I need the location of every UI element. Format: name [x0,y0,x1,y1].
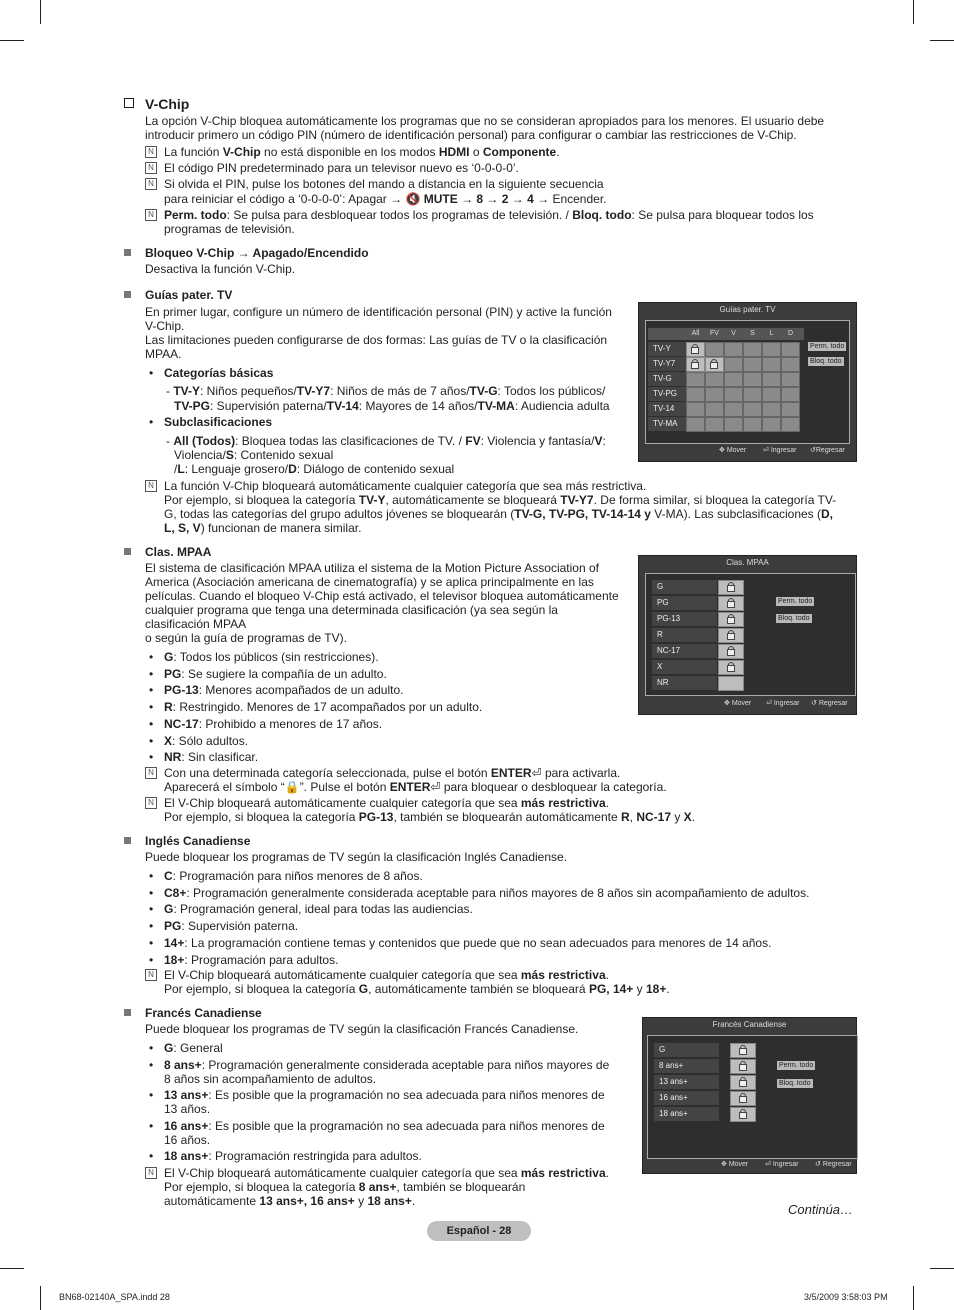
tv-row-label[interactable]: TV-Y7 [648,357,686,371]
panel-inner [645,573,856,696]
tv-grid-cell[interactable] [743,342,762,357]
tv-grid-cell[interactable] [705,372,724,387]
sub-line: /L: Lenguaje grosero/D: Diálogo de contenido sexual [174,462,455,476]
tv-grid-cell[interactable] [743,417,762,432]
mpaa-note: El V-Chip bloqueará automáticamente cualquier categoría que sea más restrictiva. [164,796,609,810]
tv-grid-cell[interactable] [781,372,800,387]
rating-row-label[interactable]: 8 ans+ [654,1059,719,1073]
print-info-right: 3/5/2009 3:58:03 PM [804,1292,888,1302]
tv-grid-cell[interactable] [762,372,781,387]
tv-grid-cell[interactable] [743,387,762,402]
tv-grid-cell[interactable] [781,357,800,372]
lock-icon: 🔒 [284,780,300,794]
mpaa-text: America (Asociación americana de cinematografía) y se aplica principalmente en las [145,575,594,589]
tv-grid-cell[interactable] [705,387,724,402]
bullet-square [124,548,131,555]
move-hint: ✥ Mover [721,1161,749,1168]
tv-row-label[interactable]: TV-MA [648,417,686,431]
lock-icon-body [739,1096,747,1103]
tv-row-label[interactable]: TV-14 [648,402,686,416]
mpaa-text: clasificación MPAA [145,617,247,631]
move-icon: ✥ [724,700,732,707]
rating-row-label[interactable]: 16 ans+ [654,1091,719,1105]
note-default-pin: El código PIN predeterminado para un televisor nuevo es ‘0-0-0-0’. [164,161,519,175]
rating-row-label[interactable]: 18 ans+ [654,1107,719,1121]
lock-icon-body [710,362,718,369]
cat-line: - TV-Y: Niños pequeños/TV-Y7: Niños de más de 7 años/TV-G: Todos los públicos/ [166,384,606,398]
enter-icon: ⏎ [766,700,774,707]
ingles-note: El V-Chip bloqueará automáticamente cualquier categoría que sea más restrictiva. [164,968,609,982]
frances-item: 18 ans+: Programación restringida para adultos. [164,1149,422,1163]
list-item: C8+: Programación generalmente considerada aceptable para niños mayores de 8 años sin acompañamiento de adultos. [164,885,810,900]
cat-heading: Categorías básicas [164,366,274,380]
list-item: R: Restringido. Menores de 17 acompañados por un adulto. [164,700,483,715]
mpaa-note: Por ejemplo, si bloquea la categoría PG-13, también se bloquearán automáticamente R, NC-17 y X. [164,810,696,824]
tv-guides-panel [638,302,857,462]
note-icon: N [145,969,157,981]
enter-hint: ⏎ Ingresar [763,447,797,454]
note-forgot-pin-sequence: para reiniciar el código a ‘0-0-0-0’: Apagar → 🔇 MUTE → 8 → 2 → 4 → Encender. [164,192,607,206]
move-hint: ✥ Mover [719,447,747,454]
mpaa-text: El sistema de clasificación MPAA utiliza el sistema de la Motion Picture Association of [145,561,599,575]
tv-row-label[interactable]: TV-G [648,372,686,386]
note-vchip-modes: La función V-Chip no está disponible en los modos HDMI o Componente. [164,145,560,159]
lock-icon-body [739,1112,747,1119]
crop-mark [913,0,914,24]
col-v: V [731,330,736,337]
list-item: PG: Supervisión paterna. [164,919,299,934]
tv-grid-cell[interactable] [781,417,800,432]
bullet-dot: • [149,415,154,429]
ingles-note: Por ejemplo, si bloquea la categoría G, automáticamente también se bloqueará PG, 14+ y 18+. [164,982,670,996]
tv-grid-cell[interactable] [705,342,724,357]
list-item: 18+: Programación para adultos. [164,952,339,967]
mpaa-heading: Clas. MPAA [145,545,212,559]
bullet-square [124,291,131,298]
bullet-dot: • [149,666,154,681]
tv-grid-cell[interactable] [686,417,705,432]
intro-line: La opción V-Chip bloquea automáticamente los programas que no se consideran apropiados para los menores. El usuario debe [145,114,825,128]
lock-icon-body [727,649,735,656]
frances-item: 16 años. [164,1133,211,1147]
frances-text: Puede bloquear los programas de TV según la clasificación Francés Canadiense. [145,1022,579,1036]
return-icon: ↺ [811,700,819,707]
return-icon: ↺ [810,447,816,454]
enter-hint: ⏎ Ingresar [765,1161,799,1168]
list-item: NR: Sin clasificar. [164,750,259,765]
sub-line: - All (Todos): Bloquea todas las clasificaciones de TV. / FV: Violencia y fantasía/V: [166,434,606,448]
move-icon: ✥ [721,1161,729,1168]
bullet-dot: • [149,869,154,883]
bloqueo-text: Desactiva la función V-Chip. [145,262,296,276]
tv-grid-cell[interactable] [781,387,800,402]
tv-grid-cell[interactable] [762,402,781,417]
lock-icon-body [727,601,735,608]
bullet-dot: • [149,700,154,715]
panel-title: Clas. MPAA [726,558,769,567]
tv-row-label[interactable]: TV-Y [648,342,686,356]
list-item: X: Sólo adultos. [164,733,249,748]
rating-row-label[interactable]: X [652,660,717,674]
bullet-dot: • [149,750,154,765]
bullet-dot: • [149,885,154,900]
list-item: G: Todos los públicos (sin restricciones). [164,650,379,664]
note-perm-bloq: Perm. todo: Se pulsa para desbloquear todos los programas de televisión. / Bloq. todo: Se pulsa para bloquear todos los [164,208,814,222]
lock-icon-body [727,665,735,672]
return-hint: ↺ Regresar [815,1161,852,1168]
guias-note: G, todas las categorías del grupo adultos jóvenes se bloquearán (TV-G, TV-PG, TV-14-14 y V-MA). Las subclasificaciones (D, [164,507,834,521]
tv-grid-cell[interactable] [762,417,781,432]
enter-hint: ⏎ Ingresar [766,700,800,707]
bullet-dot: • [149,1058,154,1072]
continua-label: Continúa… [788,1202,854,1217]
tv-grid-cell[interactable] [781,342,800,357]
tv-grid-cell[interactable] [724,402,743,417]
guias-text: MPAA. [145,347,182,361]
perm-todo-button[interactable]: Perm. todo [810,343,845,350]
list-item: C: Programación para niños menores de 8 años. [164,869,423,883]
note-icon: N [145,797,157,809]
rating-row-label[interactable]: PG-13 [652,612,717,626]
bloq-todo-button[interactable]: Bloq. todo [779,1080,811,1087]
frances-heading: Francés Canadiense [145,1006,262,1020]
frances-note: Por ejemplo, si bloquea la categoría 8 ans+, también se bloquearán [164,1180,526,1194]
note-icon: N [145,209,157,221]
guias-note: L, S, V) funcionan de manera similar. [164,521,362,535]
guias-note: Por ejemplo, si bloquea la categoría TV-Y, automáticamente se bloqueará TV-Y7. De forma similar, si bloquea la categoría TV- [164,493,837,507]
enter-icon: ⏎ [430,780,441,794]
perm-todo-button[interactable]: Perm. todo [778,598,813,605]
frances-item: 16 ans+: Es posible que la programación no sea adecuada para niños menores de [164,1119,605,1133]
panel-title: Francés Canadiense [712,1020,787,1029]
bullet-dot: • [149,733,154,748]
rating-lock-cell[interactable] [718,676,744,691]
rating-row-label[interactable]: NC-17 [652,644,717,658]
crop-mark [930,40,954,41]
bullet-dot: • [149,1149,154,1163]
cat-line: TV-PG: Supervisión paterna/TV-14: Mayores de 14 años/TV-MA: Audiencia adulta [174,399,610,413]
bullet-dot: • [149,902,154,917]
frances-note: El V-Chip bloqueará automáticamente cualquier categoría que sea más restrictiva. [164,1166,609,1180]
col-d: D [787,330,794,337]
tv-grid-cell[interactable] [743,357,762,372]
return-hint: ↺Regresar [810,447,845,454]
frances-note: automáticamente 13 ans+, 16 ans+ y 18 ans+. [164,1194,416,1208]
bullet-dot: • [149,650,154,664]
tv-grid-cell[interactable] [762,357,781,372]
section-title: V-Chip [145,96,190,112]
mpaa-text: o según la guía de programas de TV). [145,631,347,645]
guias-note: La función V-Chip bloqueará automáticamente cualquier categoría que sea más restrictiva. [164,479,647,493]
guias-heading: Guías pater. TV [145,288,233,302]
tv-grid-cell[interactable] [686,372,705,387]
crop-mark [913,1286,914,1310]
bullet-square [124,249,131,256]
bullet-dot: • [149,952,154,967]
ingles-text: Puede bloquear los programas de TV según la clasificación Inglés Canadiense. [145,850,568,864]
list-item: 14+: La programación contiene temas y contenidos que puede que no sean adecuados para menores de 14 años. [164,935,772,950]
tv-grid-cell[interactable] [724,372,743,387]
rating-row-label[interactable]: PG [652,596,717,610]
tv-grid-cell[interactable] [762,387,781,402]
rating-row-label[interactable]: R [652,628,717,642]
list-item: PG-13: Menores acompañados de un adulto. [164,683,404,698]
perm-todo-button[interactable]: Perm. todo [779,1062,814,1069]
frances-item: 8 ans+: Programación generalmente considerada aceptable para niños mayores de [164,1058,610,1072]
note-icon: N [145,767,157,779]
guias-text: V-Chip. [145,319,185,333]
list-item: G: Programación general, ideal para todas las audiencias. [164,902,473,917]
rating-row-label[interactable]: G [652,580,717,594]
lock-icon-body [727,585,735,592]
print-info-left: BN68-02140A_SPA.indd 28 [59,1292,170,1302]
mpaa-text: películas. Cuando el bloqueo V-Chip está activado, el televisor bloquea automáticamente [145,589,619,603]
crop-mark [930,1268,954,1269]
enter-icon: ⏎ [763,447,771,454]
list-item: NC-17: Prohibido a menores de 17 años. [164,716,383,731]
lock-icon-body [727,617,735,624]
tv-grid-cell[interactable] [724,357,743,372]
enter-icon: ⏎ [531,766,542,780]
lock-icon-body [691,362,699,369]
col-l: L [769,330,774,337]
bullet-dot: • [149,716,154,731]
frances-item: 8 años sin acompañamiento de adultos. [164,1072,377,1086]
crop-mark [0,1268,24,1269]
bullet-dot: • [149,1119,154,1133]
mute-icon: 🔇 [405,192,424,206]
crop-mark [40,1286,41,1310]
tv-grid-cell[interactable] [686,387,705,402]
sub-heading: Subclasificaciones [164,415,273,429]
list-item: PG: Se sugiere la compañía de un adulto. [164,666,387,681]
guias-text: En primer lugar, configure un número de identificación personal (PIN) y active la función [145,305,612,319]
intro-line: introducir primero un código PIN (número de identificación personal) para configurar o cambiar las restricciones de V-Chip. [145,128,797,142]
col-fv: FV [710,330,719,337]
mpaa-note: Aparecerá el símbolo “🔒”. Pulse el botón ENTER⏎ para bloquear o desbloquear la categoría. [164,780,667,794]
frances-item: 13 años. [164,1102,211,1116]
frances-item: 13 ans+: Es posible que la programación no sea adecuada para niños menores de [164,1088,605,1102]
guias-text: Las limitaciones pueden configurarse de dos formas: Las guías de TV o la clasificación [145,333,608,347]
mpaa-note: Con una determinada categoría seleccionada, pulse el botón ENTER⏎ para activarla. [164,766,621,780]
bloq-todo-button[interactable]: Bloq. todo [810,358,842,365]
panel-inner [647,1035,858,1159]
sub-line: Violencia/S: Contenido sexual [174,448,334,462]
bullet-dot: • [149,1088,154,1102]
mpaa-panel [638,555,857,715]
lock-icon-body [727,633,735,640]
move-icon: ✥ [719,447,727,454]
bullet-square [124,837,131,844]
panel-inner [645,320,850,444]
note-icon: N [145,480,157,492]
bullet-dot: • [149,366,154,380]
checkbox-icon [124,98,134,108]
note-perm-bloq-cont: programas de televisión. [164,222,295,236]
tv-grid-cell[interactable] [705,402,724,417]
french-panel [642,1017,857,1174]
panel-title: Guías pater. TV [719,305,776,314]
lock-icon-body [691,347,699,354]
note-icon: N [145,146,157,158]
tv-grid-cell[interactable] [686,402,705,417]
note-icon: N [145,178,157,190]
bullet-dot: • [149,1041,154,1055]
bullet-dot: • [149,919,154,934]
col-s: S [750,330,755,337]
move-hint: ✥ Mover [724,700,752,707]
crop-mark [40,0,41,24]
rating-row-label[interactable]: G [654,1043,719,1057]
page-number: Español - 28 [427,1221,531,1241]
note-forgot-pin: Si olvida el PIN, pulse los botones del mando a distancia en la siguiente secuencia [164,177,604,191]
mpaa-text: cualquier programa que tenga una determinada clasificación (ya sea según la [145,603,558,617]
tv-grid-cell[interactable] [724,387,743,402]
tv-grid-cell[interactable] [743,372,762,387]
tv-grid-cell[interactable] [724,417,743,432]
frances-item: G: General [164,1041,223,1055]
note-icon: N [145,162,157,174]
tv-grid-cell[interactable] [724,342,743,357]
lock-icon-body [739,1048,747,1055]
bullet-square [124,1009,131,1016]
tv-grid-cell[interactable] [705,417,724,432]
bullet-dot: • [149,935,154,950]
lock-icon-body [739,1064,747,1071]
rating-row-label[interactable]: NR [652,676,717,690]
tv-grid-cell[interactable] [762,342,781,357]
tv-row-label[interactable]: TV-PG [648,387,686,401]
crop-mark [0,40,24,41]
return-icon: ↺ [815,1161,823,1168]
lock-icon-body [739,1080,747,1087]
bullet-dot: • [149,683,154,698]
tv-grid-cell[interactable] [781,402,800,417]
note-icon: N [145,1167,157,1179]
rating-row-label[interactable]: 13 ans+ [654,1075,719,1089]
bloq-todo-button[interactable]: Bloq. todo [778,615,810,622]
bloqueo-heading: Bloqueo V-Chip → Apagado/Encendido [145,246,369,260]
col-all: All [691,330,700,337]
ingles-heading: Inglés Canadiense [145,834,251,848]
return-hint: ↺ Regresar [811,700,848,707]
tv-grid-cell[interactable] [743,402,762,417]
enter-icon: ⏎ [765,1161,773,1168]
